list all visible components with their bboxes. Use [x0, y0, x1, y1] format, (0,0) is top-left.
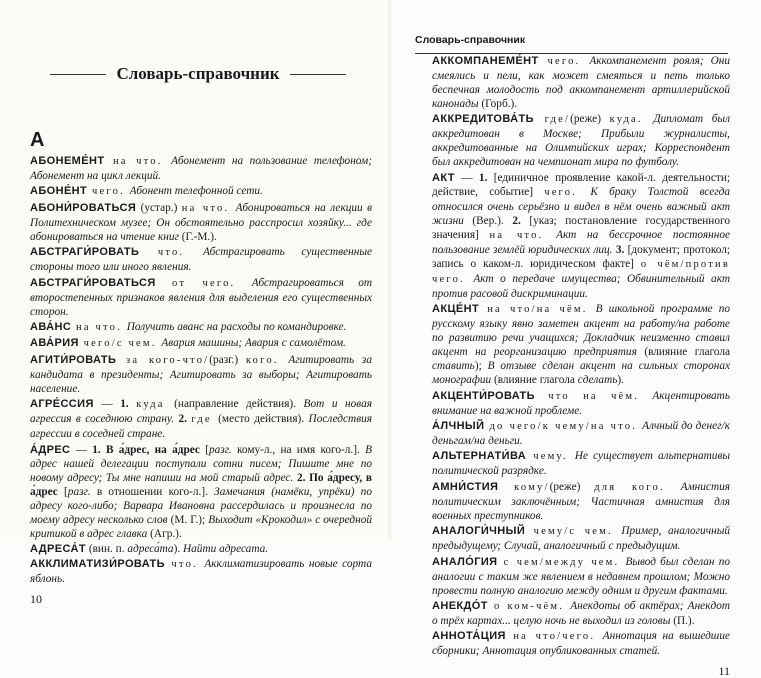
grammar-note: чего. [87, 186, 130, 198]
gloss-text: в отношении кого-л.]. [90, 485, 215, 498]
page-number: 11 [718, 663, 730, 678]
headword: АГИТИ́РОВАТЬ [30, 353, 117, 366]
example-text: Амнистия политическим заключённым; Частичная амнистия для военных преступников. [432, 480, 730, 522]
grammar-note: на что. [181, 202, 236, 214]
example-text: Абонент телефонной сети. [129, 185, 263, 198]
grammar-note: чему. [526, 451, 575, 463]
headword: АВА́НС [30, 320, 72, 333]
gloss-text: (влияние глагола [493, 374, 578, 387]
headword: АКЦЕ́НТ [432, 303, 480, 316]
gloss-text: кому-л., на имя кого-л.]. [231, 443, 366, 456]
running-head [415, 30, 728, 54]
left-page [0, 0, 392, 606]
gloss-text: (вин. п. [86, 542, 128, 555]
dictionary-entry [30, 443, 372, 541]
headword: АККЛИМАТИЗИ́РОВАТЬ [30, 558, 165, 571]
example-text: ставить [432, 360, 475, 373]
grammar-note: от чего. [155, 277, 252, 289]
example-text: разг. [208, 443, 232, 456]
sense-marker: 2. [178, 413, 192, 426]
grammar-note: с чем/между чем. [497, 556, 626, 568]
gloss-text: [документ; протокол; запись о каком-л. юридическом факте] [432, 243, 731, 270]
example-text: Акт о передаче имущества; Обвинительный акт против расовой дискриминации. [432, 272, 731, 300]
gloss-text: (Агр.). [150, 527, 182, 540]
dictionary-entries-left [30, 154, 372, 588]
example-text: Акцентировать внимание на важной проблеме. [432, 389, 730, 417]
sense-marker: 1. В а́дрес, на а́дрес [92, 443, 206, 456]
dictionary-entry [30, 320, 372, 335]
example-text: Абстрагироваться от второстепенных признаков явления для выделения его существенных сторон. [30, 276, 372, 318]
dictionary-entries-right [432, 54, 730, 660]
example-text: Анекдоты об актёрах; Анекдот о трёх картах... целую ночь не выходил из головы [432, 599, 730, 627]
dictionary-entry [30, 353, 372, 396]
example-text: Аккомпанемент рояля; Они смеялись и пели, как может смеяться и петь только беспечная молодость под аккомпанемент артиллерийской канонады [432, 55, 730, 110]
title-rule-left [50, 74, 106, 75]
example-text: Дипломат был аккредитован в Москве; Прибыли журналисты, аккредитованные на Олимпийских играх; Корреспондент был аккредитован на чемпионат мира по футболу. [432, 113, 730, 169]
grammar-note: что на чём. [534, 390, 653, 402]
dictionary-entry [30, 557, 372, 586]
sense-marker: 2. По а́дресу, в а́дрес [30, 471, 372, 498]
headword: АДРЕСА́Т [30, 542, 86, 555]
example-text: Абстрагировать существенные стороны того или иного явления. [30, 246, 372, 274]
gloss-text: (реже) [570, 113, 610, 126]
headword: АККОМПАНЕМЕ́НТ [432, 55, 539, 67]
gloss-text: ); [474, 360, 488, 373]
sense-marker: 3. [615, 243, 628, 256]
grammar-note: куда [136, 399, 175, 411]
headword: АНАЛОГИ́ЧНЫЙ [432, 525, 526, 538]
example-text: Не существует альтернативы политической разрядке. [432, 450, 730, 478]
left-text-column [30, 154, 373, 606]
headword: АННОТА́ЦИЯ [432, 630, 506, 643]
grammar-note: чему/с чем. [525, 526, 622, 538]
example-text: Вывод был сделан по аналогии с таким же явлением в недавнем прошлом; Можно провести полную аналогию между одним и другим фактами. [432, 555, 730, 597]
example-text: Пример, аналогичный предыдущему; Случай, аналогичный с предыдущим. [432, 525, 730, 553]
example-text: Агитировать за кандидата в президенты; Агитировать за выборы; Агитировать население. [30, 353, 372, 395]
dictionary-entry [30, 542, 372, 556]
sense-marker: 2. [512, 214, 530, 227]
grammar-note: где [191, 414, 219, 426]
grammar-note: чего/с чем. [78, 338, 162, 350]
gloss-text: (М. Г.); [170, 513, 209, 526]
example-text: Получить аванс на расходы по командировке. [126, 320, 347, 333]
example-text: Найти адресата. [182, 542, 269, 555]
gloss-text: [ [205, 443, 209, 456]
headword: АКТ [432, 171, 455, 184]
section-title-text: Словарь-справочник [116, 64, 280, 83]
gloss-text: — [454, 171, 479, 184]
headword: АБСТРАГИ́РОВАТЬСЯ [30, 276, 156, 289]
dictionary-entry [432, 419, 730, 448]
example-text: Абонироваться на лекции в Политехническом музее; Он обстоятельно расспросил хозяйку... где абонироваться на чтение книг [30, 201, 372, 243]
grammar-note: о ком-чём. [487, 600, 571, 612]
gloss-text: (устар.) [136, 201, 182, 214]
gloss-text: — [93, 398, 121, 411]
dictionary-entry [30, 397, 372, 441]
gloss-text: (П.). [673, 614, 695, 627]
example-text: В школьной программе по русскому языку явно заметен акцент на работу/на работе по развитию речи учащихся; Докладчик неизменно ставил акцент на реорганизацию предприятия [432, 303, 730, 359]
dictionary-entry [30, 245, 372, 274]
gloss-text: [единичное проявление какой-л. деятельности; действие, событие] [432, 171, 731, 198]
example-text: Акт на бессрочное постоянное пользование землёй юридических лиц. [432, 228, 731, 256]
dictionary-entry [432, 555, 730, 598]
dictionary-entry [432, 302, 730, 387]
example-text: Акклиматизировать новые сорта яблонь. [30, 558, 372, 586]
headword: АВА́РИЯ [30, 337, 79, 350]
sense-marker: 1. [120, 398, 137, 411]
headword: АНЕКДО́Т [432, 599, 488, 612]
grammar-note: кому/ [498, 481, 550, 493]
gloss-text: (место действия). [218, 413, 309, 426]
right-page [392, 0, 761, 678]
headword: А́ДРЕС [30, 443, 71, 456]
grammar-note: чего. [544, 186, 591, 198]
example-text: Последствия агрессии в соседней стране. [30, 413, 372, 441]
dictionary-entry [30, 276, 372, 319]
gloss-text: [указ; постановление государственного значения] [432, 214, 730, 241]
gloss-text: (Г.-М.). [181, 230, 217, 243]
grammar-note: для кого. [594, 481, 681, 493]
page-number: 10 [30, 591, 42, 606]
gloss-text: — [70, 443, 93, 456]
headword: АЛЬТЕРНАТИ́ВА [432, 450, 527, 463]
example-text: адреса́та [127, 542, 174, 555]
grammar-note: на что/на чём. [479, 304, 596, 316]
dictionary-entry [432, 524, 730, 553]
example-text: Замечания (намёки, упрёки) по адресу кого-либо; Варвара Ивановна рассердилась и произнесла по моему адресу несколько слов [30, 485, 372, 526]
example-text: Авария машины; Авария с самолётом. [161, 337, 346, 350]
gloss-text: (Горб.). [481, 98, 518, 110]
headword: АБОНЕМЕ́НТ [30, 155, 105, 167]
grammar-note: куда. [609, 114, 654, 126]
dictionary-entry [30, 184, 372, 199]
example-text: Абонемент на пользование телефоном; Абонемент на цикл лекций. [30, 155, 372, 182]
grammar-note: кого. [245, 354, 289, 366]
dictionary-entry [30, 154, 372, 183]
grammar-note: на что. [104, 156, 172, 167]
dictionary-entry [432, 171, 730, 301]
dictionary-entry [432, 599, 730, 628]
grammar-note: до чего/к чему/на что. [484, 420, 643, 432]
grammar-note: что. [139, 247, 203, 259]
right-text-column [432, 54, 731, 678]
headword: АГРЕ́ССИЯ [30, 398, 94, 411]
example-text: Выходит «Крокодил» с очередной критикой в адрес главка [30, 513, 373, 540]
example-text: Алчный до денег/к деньгам/на деньги. [432, 419, 730, 447]
example-text: К браку Толстой всегда относился очень серьёзно и видел в нём очень важный акт жизни [432, 185, 731, 227]
grammar-note: о чём/против чего. [432, 258, 730, 285]
dictionary-entry [30, 336, 372, 351]
example-text: сделать [577, 374, 618, 387]
section-title [50, 64, 346, 84]
example-text: Аннотация на вышедшие сборники; Аннотация опубликованных статей. [432, 630, 730, 658]
gloss-text: (направление действия). [174, 398, 304, 411]
headword: А́ЛЧНЫЙ [432, 419, 485, 432]
dictionary-entry [432, 54, 730, 111]
headword: АНАЛО́ГИЯ [432, 555, 498, 568]
dictionary-entry [432, 629, 730, 658]
example-text: В отзыве сделан акцент на сильных сторонах монографии [432, 360, 730, 387]
headword: АКЦЕНТИ́РОВАТЬ [432, 389, 535, 402]
gloss-text: (Вер.). [472, 214, 513, 227]
gloss-text: (разг.) [209, 353, 246, 366]
grammar-note: на что. [489, 229, 557, 241]
dictionary-entry [30, 201, 372, 244]
example-text: Вот и новая агрессия в соседнюю страну. [30, 398, 373, 426]
grammar-note: что. [164, 559, 205, 571]
gloss-text: [ [64, 485, 68, 498]
dictionary-entry [432, 480, 730, 523]
dictionary-entry [432, 112, 730, 169]
gloss-text: (влияние глагола [644, 346, 730, 359]
section-letter: А [30, 129, 45, 151]
grammar-note: на что/чего. [505, 631, 603, 643]
dictionary-entry [432, 449, 730, 478]
grammar-note: за кого-что/ [116, 354, 210, 366]
gloss-text: ). [617, 374, 624, 387]
example-text: разг. [67, 485, 91, 498]
headword: АККРЕДИТОВА́ТЬ [432, 113, 534, 126]
title-rule-right [290, 74, 346, 75]
gloss-text: (реже) [549, 480, 595, 493]
headword: АБОНИ́РОВАТЬСЯ [30, 201, 137, 214]
sense-marker: 1. [478, 171, 494, 184]
running-head-text: Словарь-справочник [415, 34, 526, 46]
grammar-note: чего. [538, 56, 590, 67]
headword: АБСТРАГИ́РОВАТЬ [30, 246, 140, 259]
example-text: В адрес нашей делегации поступали сотни писем; Пишите мне по новому адресу; Ты мне напиши на мой старый адрес. [30, 443, 373, 484]
grammar-note: на что. [71, 321, 127, 333]
gloss-text: ). [173, 542, 183, 555]
grammar-note: где/ [533, 114, 571, 126]
dictionary-entry [432, 389, 730, 418]
headword: АБОНЕ́НТ [30, 185, 88, 198]
headword: АМНИ́СТИЯ [432, 480, 499, 493]
